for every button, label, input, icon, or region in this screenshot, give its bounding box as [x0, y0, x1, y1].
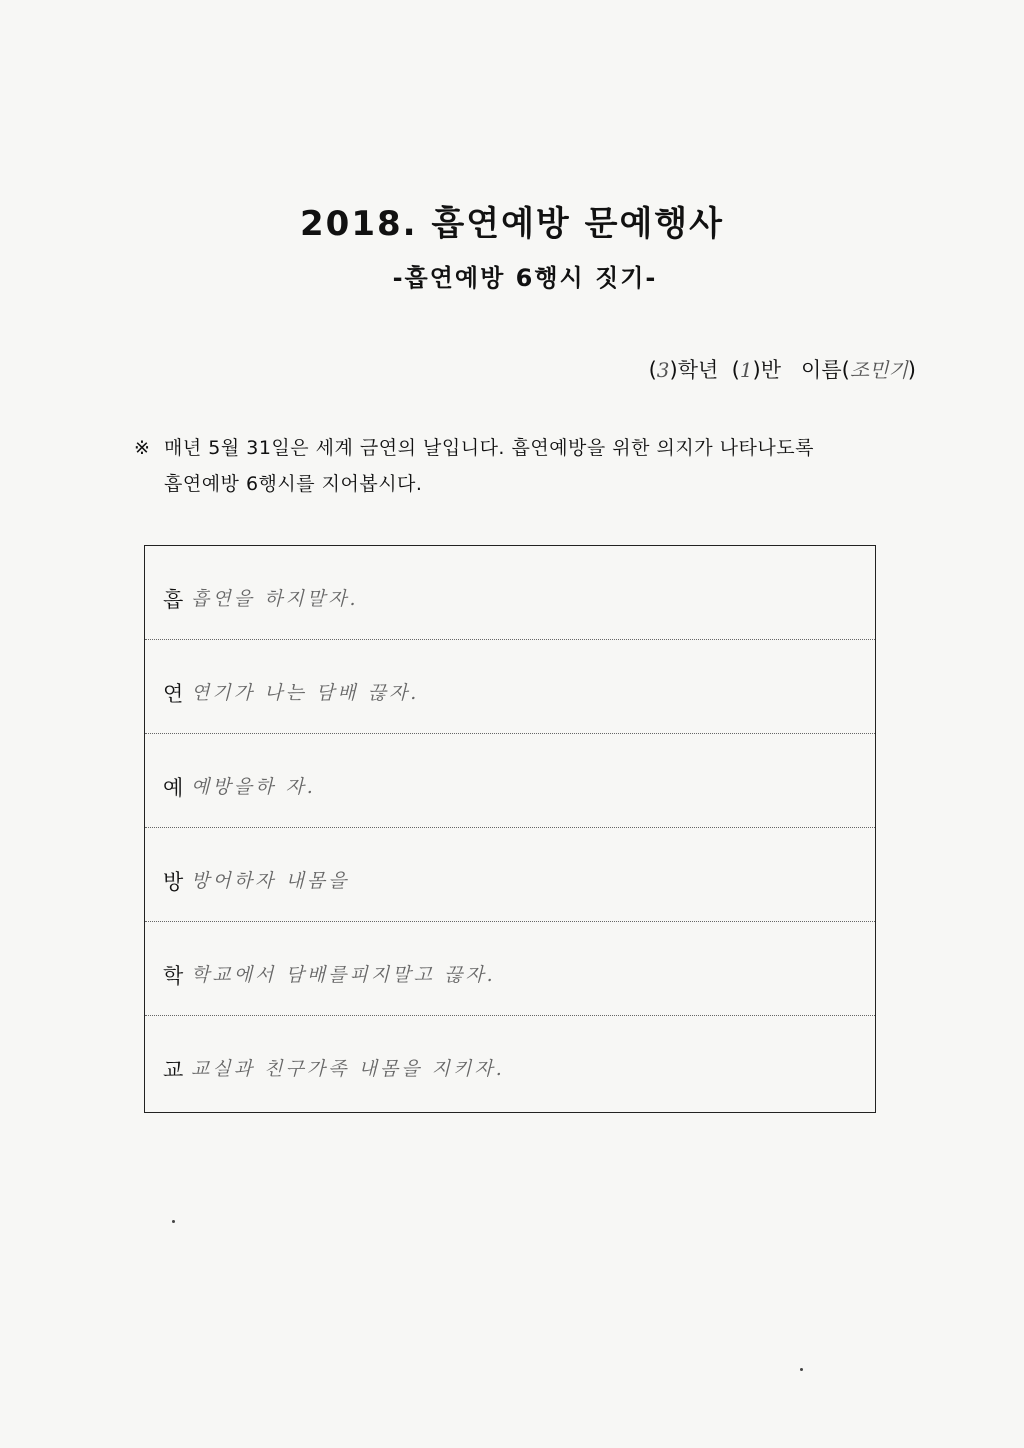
instructions-line-2: 흡연예방 6행시를 지어봅시다. [164, 473, 423, 495]
poem-row [145, 828, 875, 922]
poem-line: 교실과 친구가족 내몸을 지키자. [191, 1058, 505, 1080]
poem-line: 흡연을 하지말자. [191, 588, 359, 610]
poem-row [145, 640, 875, 734]
instructions-text-1: 매년 5월 31일은 세계 금연의 날입니다. 흡연예방을 위한 의지가 나타나도록 [164, 437, 814, 459]
poem-line: 연기가 나는 담배 끊자. [191, 682, 420, 704]
poem-row [145, 1016, 875, 1110]
poem-initial: 교 [163, 1058, 184, 1082]
class-value: 1 [739, 358, 753, 382]
poem-row [145, 546, 875, 640]
poem-line: 예방을하 자. [191, 776, 316, 798]
poem-initial: 방 [163, 870, 184, 894]
poem-row [145, 734, 875, 828]
poem-initial: 학 [163, 964, 184, 988]
instructions [134, 430, 924, 502]
class-label: )반 이름( [752, 358, 850, 382]
grade-value: 3 [656, 358, 670, 382]
reference-mark: ※ [134, 437, 151, 459]
poem-line: 학교에서 담배를피지말고 끊자. [191, 964, 496, 986]
scan-speck [172, 1220, 175, 1223]
page-title: 2018. 흡연예방 문예행사 [300, 204, 724, 244]
grade-label: )학년 ( [669, 358, 740, 382]
poem-initial: 예 [163, 776, 184, 800]
name-close: ) [907, 358, 916, 382]
poem-table [144, 545, 876, 1113]
poem-initial: 연 [163, 682, 184, 706]
poem-line: 방어하자 내몸을 [191, 870, 350, 892]
scan-speck [800, 1368, 803, 1371]
poem-initial: 흡 [163, 588, 184, 612]
name-value: 조민기 [849, 358, 908, 382]
instructions-line-1 [134, 430, 924, 466]
poem-row [145, 922, 875, 1016]
page-subtitle: -흡연예방 6행시 짓기- [392, 264, 658, 292]
grade-open: ( [648, 358, 657, 382]
student-info [649, 354, 916, 384]
